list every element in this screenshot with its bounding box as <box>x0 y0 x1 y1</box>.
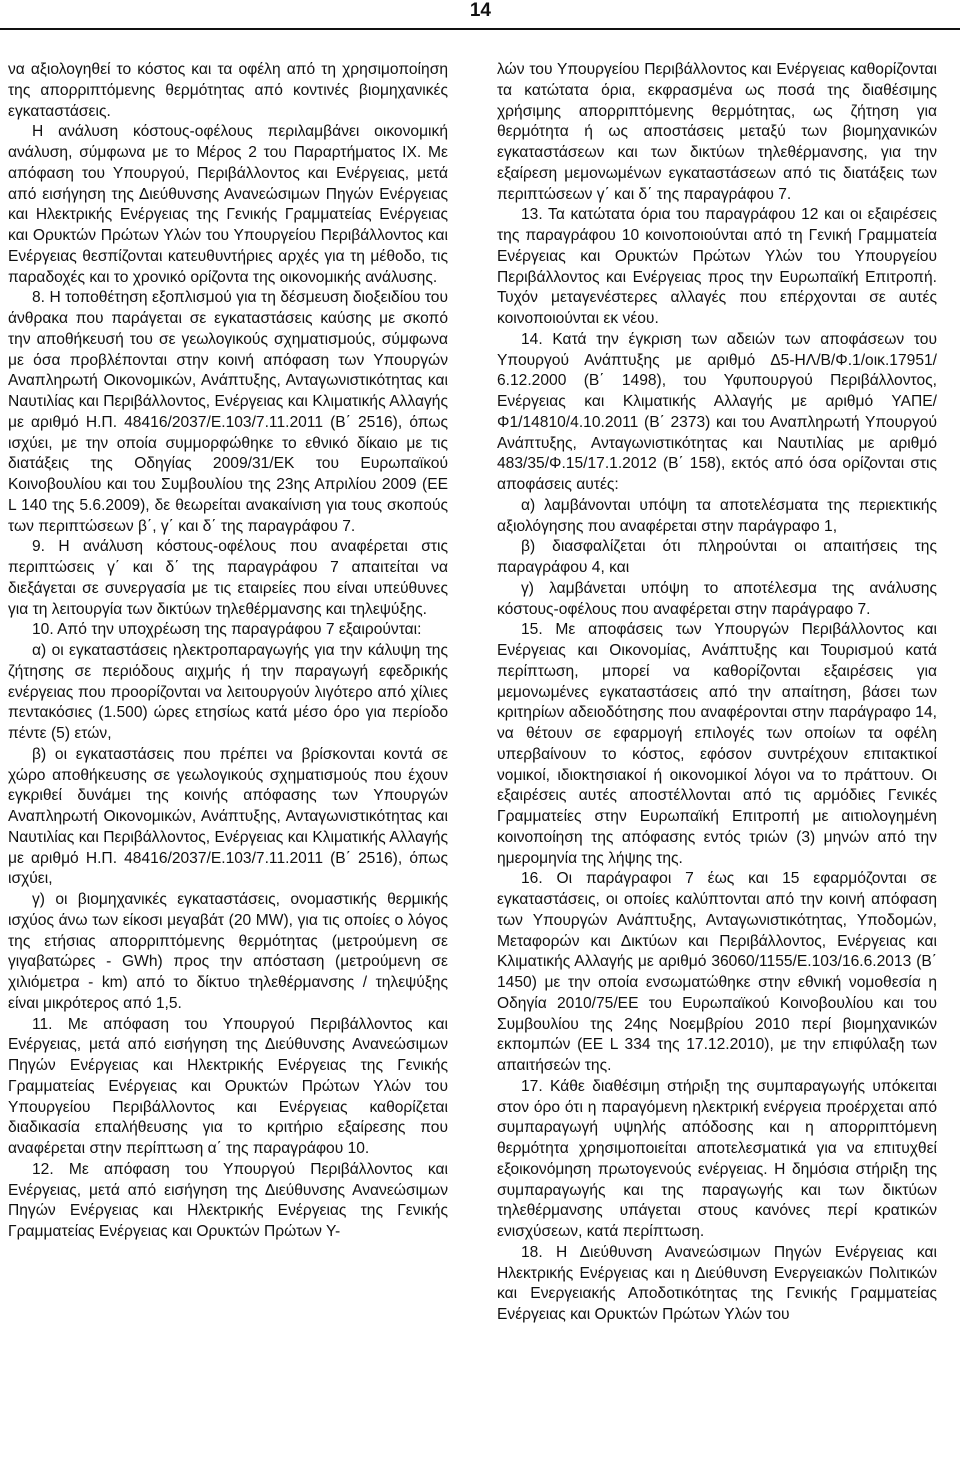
paragraph: να αξιολογηθεί το κόστος και τα οφέλη από τη χρησιμοποίηση της απορριπτόμενης θερμότητας από κοντινές βιομηχανικές εγκαταστάσεις. <box>8 61 448 120</box>
paragraph: γ) οι βιομηχανικές εγκαταστάσεις, ονομαστικής θερμικής ισχύος άνω των είκοσι μεγαβάτ (20 MW), για τις οποίες ο λόγος της ετήσιας απορριπτόμενης θερμότητας (μετρούμενη σε γιγαβατώρες - GWh) προς την απόσταση (μετρούμενη σε χιλιόμετρα - km) από το δίκτυο τηλεθέρμανσης / τηλεψύξης είναι μικρότερος από 1,5. <box>8 891 448 1012</box>
paragraph: 16. Οι παράγραφοι 7 έως και 15 εφαρμόζονται σε εγκαταστάσεις, οι οποίες καλύπτονται από την κοινή απόφαση των Υπουργών Ανάπτυξης, Ανταγωνιστικότητας, Υποδομών, Μεταφορών και Δικτύων και Περιβάλλοντος, Ενέργειας και Κλιματικής Αλλαγής με αριθμό 36060/1155/Ε.103/16.6.2013 (Β΄ 1450) με την οποία ενσωματώθηκε στην εθνική νομοθεσία η Οδηγία 2010/75/ΕΕ του Ευρωπαϊκού Κοινοβουλίου και του Συμβουλίου της 24ης Νοεμβρίου 2010 περί βιομηχανικών εκπομπών (ΕΕ L 334 της 17.12.2010), με την επιφύλαξη των απαιτήσεών της. <box>497 870 937 1074</box>
paragraph: 12. Με απόφαση του Υπουργού Περιβάλλοντος και Ενέργειας, μετά από εισήγηση της Διεύθυνσης Ανανεώσιμων Πηγών Ενέργειας και Ηλεκτρικής Ενέργειας της Γενικής Γραμματείας Ενέργειας και Ορυκτών Πρώτων Υ- <box>8 1160 448 1240</box>
paragraph: β) οι εγκαταστάσεις που πρέπει να βρίσκονται κοντά σε χώρο αποθήκευσης σε γεωλογικούς σχηματισμούς που έχουν εγκριθεί δυνάμει της κοινής απόφασης των Υπουργών Αναπληρωτή Οικονομικών, Ανάπτυξης, Ανταγωνιστικότητας και Ναυτιλίας και Περιβάλλοντος, Ενέργειας και Κλιματικής Αλλαγής με αριθμό Η.Π. 48416/2037/Ε.103/7.11.2011 (Β΄ 2516), όπως ισχύει, <box>8 745 448 888</box>
paragraph: α) λαμβάνονται υπόψη τα αποτελέσματα της περιεκτικής αξιολόγησης που αναφέρεται στην παράγραφο 1, <box>497 496 937 535</box>
paragraph: α) οι εγκαταστάσεις ηλεκτροπαραγωγής για την κάλυψη της ζήτησης σε περιόδους αιχμής ή την παραγωγή εφεδρικής ενέργειας που προορίζονται να λειτουργούν λιγότερο από χίλιες πεντακόσιες (1.500) ώρες ετησίως κατά μέσο όρο για περίοδο πέντε (5) ετών, <box>8 642 448 742</box>
page-number: 14 <box>469 0 491 21</box>
paragraph: 18. Η Διεύθυνση Ανανεώσιμων Πηγών Ενέργειας και Ηλεκτρικής Ενέργειας και η Διεύθυνση Ενεργειακών Πολιτικών και Ενεργειακής Αποδοτικότητας της Γενικής Γραμματείας Ενέργειας και Ορυκτών Πρώτων Υλών του <box>497 1243 937 1323</box>
paragraph: λών του Υπουργείου Περιβάλλοντος και Ενέργειας καθορίζονται τα κατώτατα όρια, εκφρασμένα ως ποσά της διαθέσιμης χρήσιμης απορριπτόμενης θερμότητας, ως ζήτηση για θερμότητα ή ως αποστάσεις μεταξύ των βιομηχανικών εγκαταστάσεων και των δικτύων τηλεθέρμανσης, για την εξαίρεση μεμονωμένων εγκαταστάσεων από τις διατάξεις των περιπτώσεων γ΄ και δ΄ της παραγράφου 7. <box>497 61 937 203</box>
paragraph: 10. Από την υποχρέωση της παραγράφου 7 εξαιρούνται: <box>32 621 422 639</box>
paragraph: 17. Κάθε διαθέσιμη στήριξη της συμπαραγωγής υπόκειται στον όρο ότι η παραγόμενη ηλεκτρική ενέργεια προέρχεται από συμπαραγωγή υψηλής απόδοσης και η απορριπτόμενη θερμότητα χρησιμοποιείται αποτελεσματικά για να επιτυχθεί εξοικονόμηση πρωτογενούς ενέργειας. Η δημόσια στήριξη της συμπαραγωγής και της παραγωγής και των δικτύων τηλεθέρμανσης υπάγεται στους κανόνες περί κρατικών ενισχύσεων, κατά περίπτωση. <box>497 1077 937 1240</box>
paragraph: 9. Η ανάλυση κόστους-οφέλους που αναφέρεται στις περιπτώσεις γ΄ και δ΄ της παραγράφου 7 απαιτείται να διεξάγεται σε συνεργασία με τις εταιρείες που είναι υπεύθυνες για τη λειτουργία των δικτύων τηλεθέρμανσης και τηλεψύξης. <box>8 538 448 618</box>
paragraph: 15. Με αποφάσεις των Υπουργών Περιβάλλοντος και Ενέργειας και Οικονομίας, Ανάπτυξης και Τουρισμού κατά περίπτωση, μπορεί να καθορίζονται εξαιρέσεις για μεμονωμένες εγκαταστάσεις από την απαίτηση, βάσει των κριτηρίων αδειοδότησης που αναφέρονται στην παράγραφο 14, να θέτουν σε εφαρμογή επιλογές των οποίων τα οφέλη υπερβαίνουν το κόστος, εφόσον συντρέχουν επιτακτικοί νομικοί, ιδιοκτησιακοί ή οικονομικοί λόγοι να το πράττουν. Οι εξαιρέσεις αυτές αποστέλλονται από τις αρμόδιες Γενικές Γραμματείες στην Ευρωπαϊκή Επιτροπή με αιτιολογημένη κοινοποίηση της απόφασης εντός τριών (3) μηνών από την ημερομηνία της λήψης της. <box>497 621 937 867</box>
paragraph: β) διασφαλίζεται ότι πληρούνται οι απαιτήσεις της παραγράφου 4, και <box>497 538 937 576</box>
paragraph: γ) λαμβάνεται υπόψη το αποτέλεσμα της ανάλυσης κόστους-οφέλους που αναφέρεται στην παράγραφο 7. <box>497 579 937 618</box>
paragraph: Η ανάλυση κόστους-οφέλους περιλαμβάνει οικονομική ανάλυση, σύμφωνα με το Μέρος 2 του Παραρτήματος ΙΧ. Με απόφαση του Υπουργού, Περιβάλλοντος και Ενέργειας, μετά από εισήγηση της Διεύθυνσης Ανανεώσιμων Πηγών Ενέργειας και Ηλεκτρικής Ενέργειας της Γενικής Γραμματείας Ενέργειας και Ορυκτών Πρώτων Υλών του Υπουργείου Περιβάλλοντος και Ενέργειας θεσπίζονται κατευθυντήριες αρχές για τη μέθοδο, τις παραδοχές και το χρονικό ορίζοντα της οικονομικής ανάλυσης. <box>8 123 448 286</box>
right-column <box>497 60 937 1326</box>
paragraph: 11. Με απόφαση του Υπουργού Περιβάλλοντος και Ενέργειας, μετά από εισήγηση της Διεύθυνσης Ανανεώσιμων Πηγών Ενέργειας και Ηλεκτρικής Ενέργειας της Γενικής Γραμματείας Ενέργειας και Ορυκτών Πρώτων Υλών του Υπουργείου Περιβάλλοντος και Ενέργειας καθορίζεται διαδικασία επαλήθευσης για το κριτήριο εξαίρεσης που αναφέρεται στην περίπτωση α΄ της παραγράφου 10. <box>8 1015 448 1157</box>
paragraph: 14. Κατά την έγκριση των αδειών των αποφάσεων του Υπουργού Ανάπτυξης με αριθμό Δ5-ΗΛ/Β/Φ.1/οικ.17951/ 6.12.2000 (Β΄ 1498), του Υφυπουργού Περιβάλλοντος, Ενέργειας και Κλιματικής Αλλαγής με αριθμό ΥΑΠΕ/Φ1/14810/4.10.2011 (Β΄ 2373) και του Αναπληρωτή Υπουργού Ανάπτυξης, Ανταγωνιστικότητας και Ναυτιλίας με αριθμό 483/35/Φ.15/17.1.2012 (Β΄ 158), εκτός από όσα ορίζονται στις αποφάσεις αυτές: <box>497 330 937 493</box>
left-column <box>8 60 448 1243</box>
paragraph: 13. Τα κατώτατα όρια του παραγράφου 12 και οι εξαιρέσεις της παραγράφου 10 κοινοποιούνται από τη Γενική Γραμματεία Ενέργειας και Ορυκτών Πρώτων Υλών του Υπουργείου Περιβάλλοντος και Ενέργειας προς την Ευρωπαϊκή Επιτροπή. Τυχόν μεταγενέστερες αλλαγές που επέρχονται σε αυτές κοινοποιούνται εκ νέου. <box>497 206 937 327</box>
header-rule <box>0 28 960 30</box>
paragraph: 8. Η τοποθέτηση εξοπλισμού για τη δέσμευση διοξειδίου του άνθρακα που παράγεται σε εγκαταστάσεις καύσης με σκοπό την αποθήκευσή του σε γεωλογικούς σχηματισμούς, σύμφωνα με όσα προβλέπονται στην κοινή απόφαση των Υπουργών Αναπληρωτή Οικονομικών, Ανάπτυξης, Ανταγωνιστικότητας και Ναυτιλίας και Περιβάλλοντος, Ενέργειας και Κλιματικής Αλλαγής με αριθμό Η.Π. 48416/2037/Ε.103/7.11.2011 (Β΄ 2516), όπως ισχύει, με την οποία συμμορφώθηκε το εθνικό δίκαιο με τις διατάξεις της Οδηγίας 2009/31/ΕΚ του Ευρωπαϊκού Κοινοβουλίου και του Συμβουλίου της 23ης Απριλίου 2009 (ΕΕ L 140 της 5.6.2009), δε θεωρείται ανακαίνιση για τους σκοπούς των περιπτώσεων β΄, γ΄ και δ΄ της παραγράφου 7. <box>8 289 448 535</box>
